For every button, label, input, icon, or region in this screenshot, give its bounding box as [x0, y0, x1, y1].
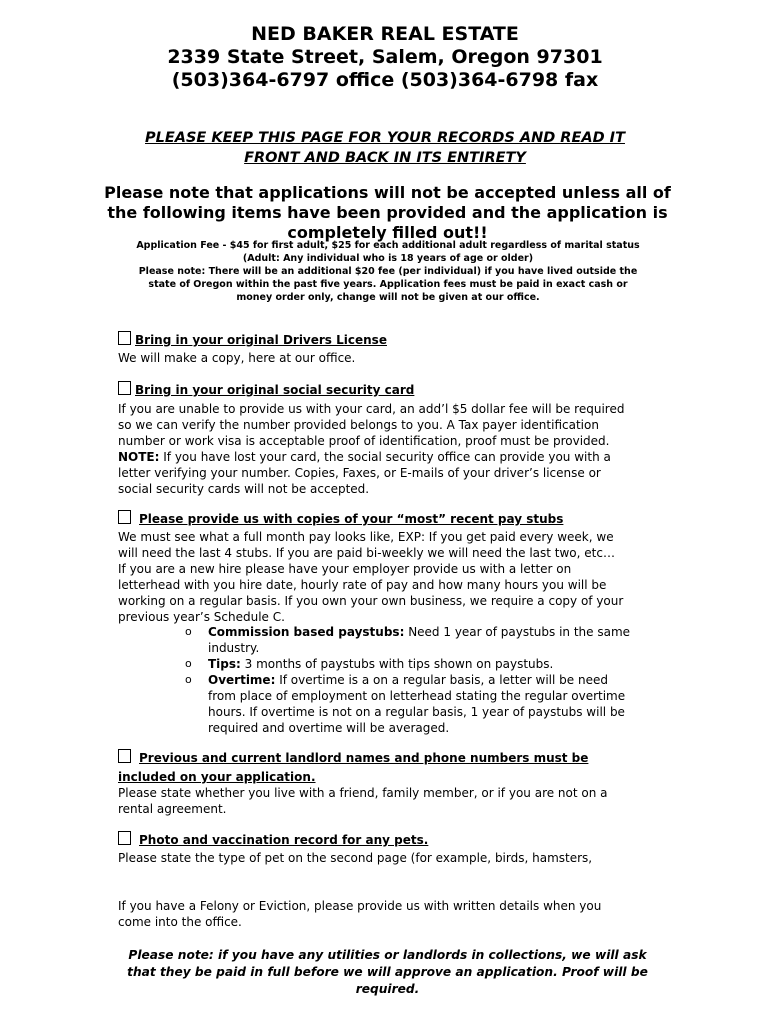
bullet-text	[208, 624, 630, 640]
landlord-title-text: Previous and current landlord names and phone numbers must be	[139, 751, 589, 765]
requirements-notice-line1: Please note that applications will not be accepted unless all of	[104, 183, 671, 202]
paystubs-checkbox[interactable]	[118, 510, 131, 524]
paystubs-body-line: will need the last 4 stubs. If you are paid bi-weekly we will need the last two, etc…	[118, 546, 615, 560]
landlord-checkbox[interactable]	[118, 749, 131, 763]
ssn-body-line: letter verifying your number. Copies, Faxes, or E-mails of your driver’s license or	[118, 466, 601, 480]
fee-info-line4: state of Oregon within the past five years. Application fees must be paid in exact cash or	[148, 278, 628, 290]
paystubs-section-title	[118, 510, 563, 527]
ssn-note-label: NOTE:	[118, 450, 160, 464]
fee-info	[110, 240, 666, 305]
license-body-line: We will make a copy, here at our office.	[118, 351, 356, 365]
bullet-desc: Need 1 year of paystubs in the same	[404, 625, 631, 639]
license-checkbox[interactable]	[118, 331, 131, 345]
fee-info-line3: Please note: There will be an additional $20 fee (per individual) if you have lived outside the	[138, 265, 638, 277]
fee-info-line2: (Adult: Any individual who is 18 years of age or older)	[242, 252, 534, 264]
records-notice-line1: PLEASE KEEP THIS PAGE FOR YOUR RECORDS AND READ IT	[145, 130, 625, 146]
ssn-title-text: Bring in your original social security card	[135, 383, 415, 397]
pets-title-text: Photo and vaccination record for any pets.	[139, 833, 429, 847]
felony-line: come into the office.	[118, 915, 242, 929]
ssn-checkbox[interactable]	[118, 381, 131, 395]
pets-body	[118, 850, 592, 866]
paystubs-body	[118, 529, 623, 625]
bullet-label: Commission based paystubs:	[208, 625, 405, 639]
pets-section-title	[118, 831, 428, 848]
paystubs-title-text: Please provide us with copies of your “most” recent pay stubs	[139, 512, 564, 526]
bullet-label: Tips:	[208, 657, 241, 671]
bullet-label: Overtime:	[208, 673, 276, 687]
company-phone: (503)364-6797 office (503)364-6798 fax	[171, 69, 599, 91]
landlord-title-text-2: included on your application.	[118, 770, 316, 784]
ssn-note-line	[118, 449, 624, 465]
records-notice	[110, 128, 660, 168]
bullet-marker: o	[185, 673, 192, 686]
paystubs-body-line: working on a regular basis. If you own your own business, we require a copy of your	[118, 594, 624, 608]
license-body	[118, 350, 355, 366]
collections-line: Please note: if you have any utilities or landlords in collections, we will ask	[128, 948, 647, 962]
collections-line: that they be paid in full before we will approve an application. Proof will be	[127, 965, 648, 979]
ssn-body	[118, 401, 624, 497]
collections-notice	[110, 947, 665, 998]
fee-info-line5: money order only, change will not be given at our office.	[236, 291, 540, 303]
bullet-cont: required and overtime will be averaged.	[208, 721, 450, 735]
bullet-marker: o	[185, 625, 192, 638]
collections-line: required.	[355, 982, 420, 996]
ssn-body-line: number or work visa is acceptable proof of identification, proof must be provided.	[118, 434, 610, 448]
ssn-note-text: If you have lost your card, the social security office can provide you with a	[159, 450, 611, 464]
paystubs-body-line: We must see what a full month pay looks like, EXP: If you get paid every week, we	[118, 530, 614, 544]
pets-checkbox[interactable]	[118, 831, 131, 845]
bullet-cont: hours. If overtime is not on a regular basis, 1 year of paystubs will be	[208, 705, 625, 719]
paystubs-body-line: letterhead with you hire date, hourly rate of pay and how many hours you will be	[118, 578, 607, 592]
company-address: 2339 State Street, Salem, Oregon 97301	[167, 46, 603, 68]
requirements-notice-line3: completely filled out!!	[287, 223, 488, 242]
ssn-body-line: If you are unable to provide us with your card, an add’l $5 dollar fee will be required	[118, 402, 625, 416]
bullet-text	[208, 656, 553, 672]
paystubs-body-line: If you are a new hire please have your employer provide us with a letter on	[118, 562, 572, 576]
records-notice-line2: FRONT AND BACK IN ITS ENTIRETY	[244, 150, 526, 166]
pets-body-line: Please state the type of pet on the second page (for example, birds, hamsters,	[118, 851, 593, 865]
paystubs-body-line: previous year’s Schedule C.	[118, 610, 285, 624]
fee-info-line1: Application Fee - $45 for first adult, $25 for each additional adult regardless of marital status	[136, 240, 640, 251]
license-title-text: Bring in your original Drivers License	[135, 333, 387, 347]
ssn-body-line: social security cards will not be accepted.	[118, 482, 370, 496]
bullet-marker: o	[185, 657, 192, 670]
requirements-notice-line2: the following items have been provided and the application is	[107, 203, 668, 222]
requirements-notice	[100, 183, 675, 243]
bullet-desc: 3 months of paystubs with tips shown on paystubs.	[240, 657, 554, 671]
felony-line: If you have a Felony or Eviction, please provide us with written details when you	[118, 899, 602, 913]
landlord-section-title-cont	[118, 769, 316, 785]
bullet-text	[208, 672, 608, 688]
landlord-body-line: Please state whether you live with a friend, family member, or if you are not on a	[118, 786, 608, 800]
landlord-body	[118, 785, 608, 817]
felony-notice	[118, 898, 601, 930]
bullet-cont: industry.	[208, 641, 260, 655]
license-section-title	[118, 331, 387, 348]
bullet-desc: If overtime is a on a regular basis, a letter will be need	[275, 673, 608, 687]
ssn-section-title	[118, 381, 414, 398]
ssn-body-line: so we can verify the number provided belongs to you. A Tax payer identification	[118, 418, 599, 432]
landlord-body-line: rental agreement.	[118, 802, 227, 816]
bullet-cont: from place of employment on letterhead stating the regular overtime	[208, 689, 626, 703]
company-name: NED BAKER REAL ESTATE	[251, 23, 519, 45]
landlord-section-title	[118, 749, 588, 766]
